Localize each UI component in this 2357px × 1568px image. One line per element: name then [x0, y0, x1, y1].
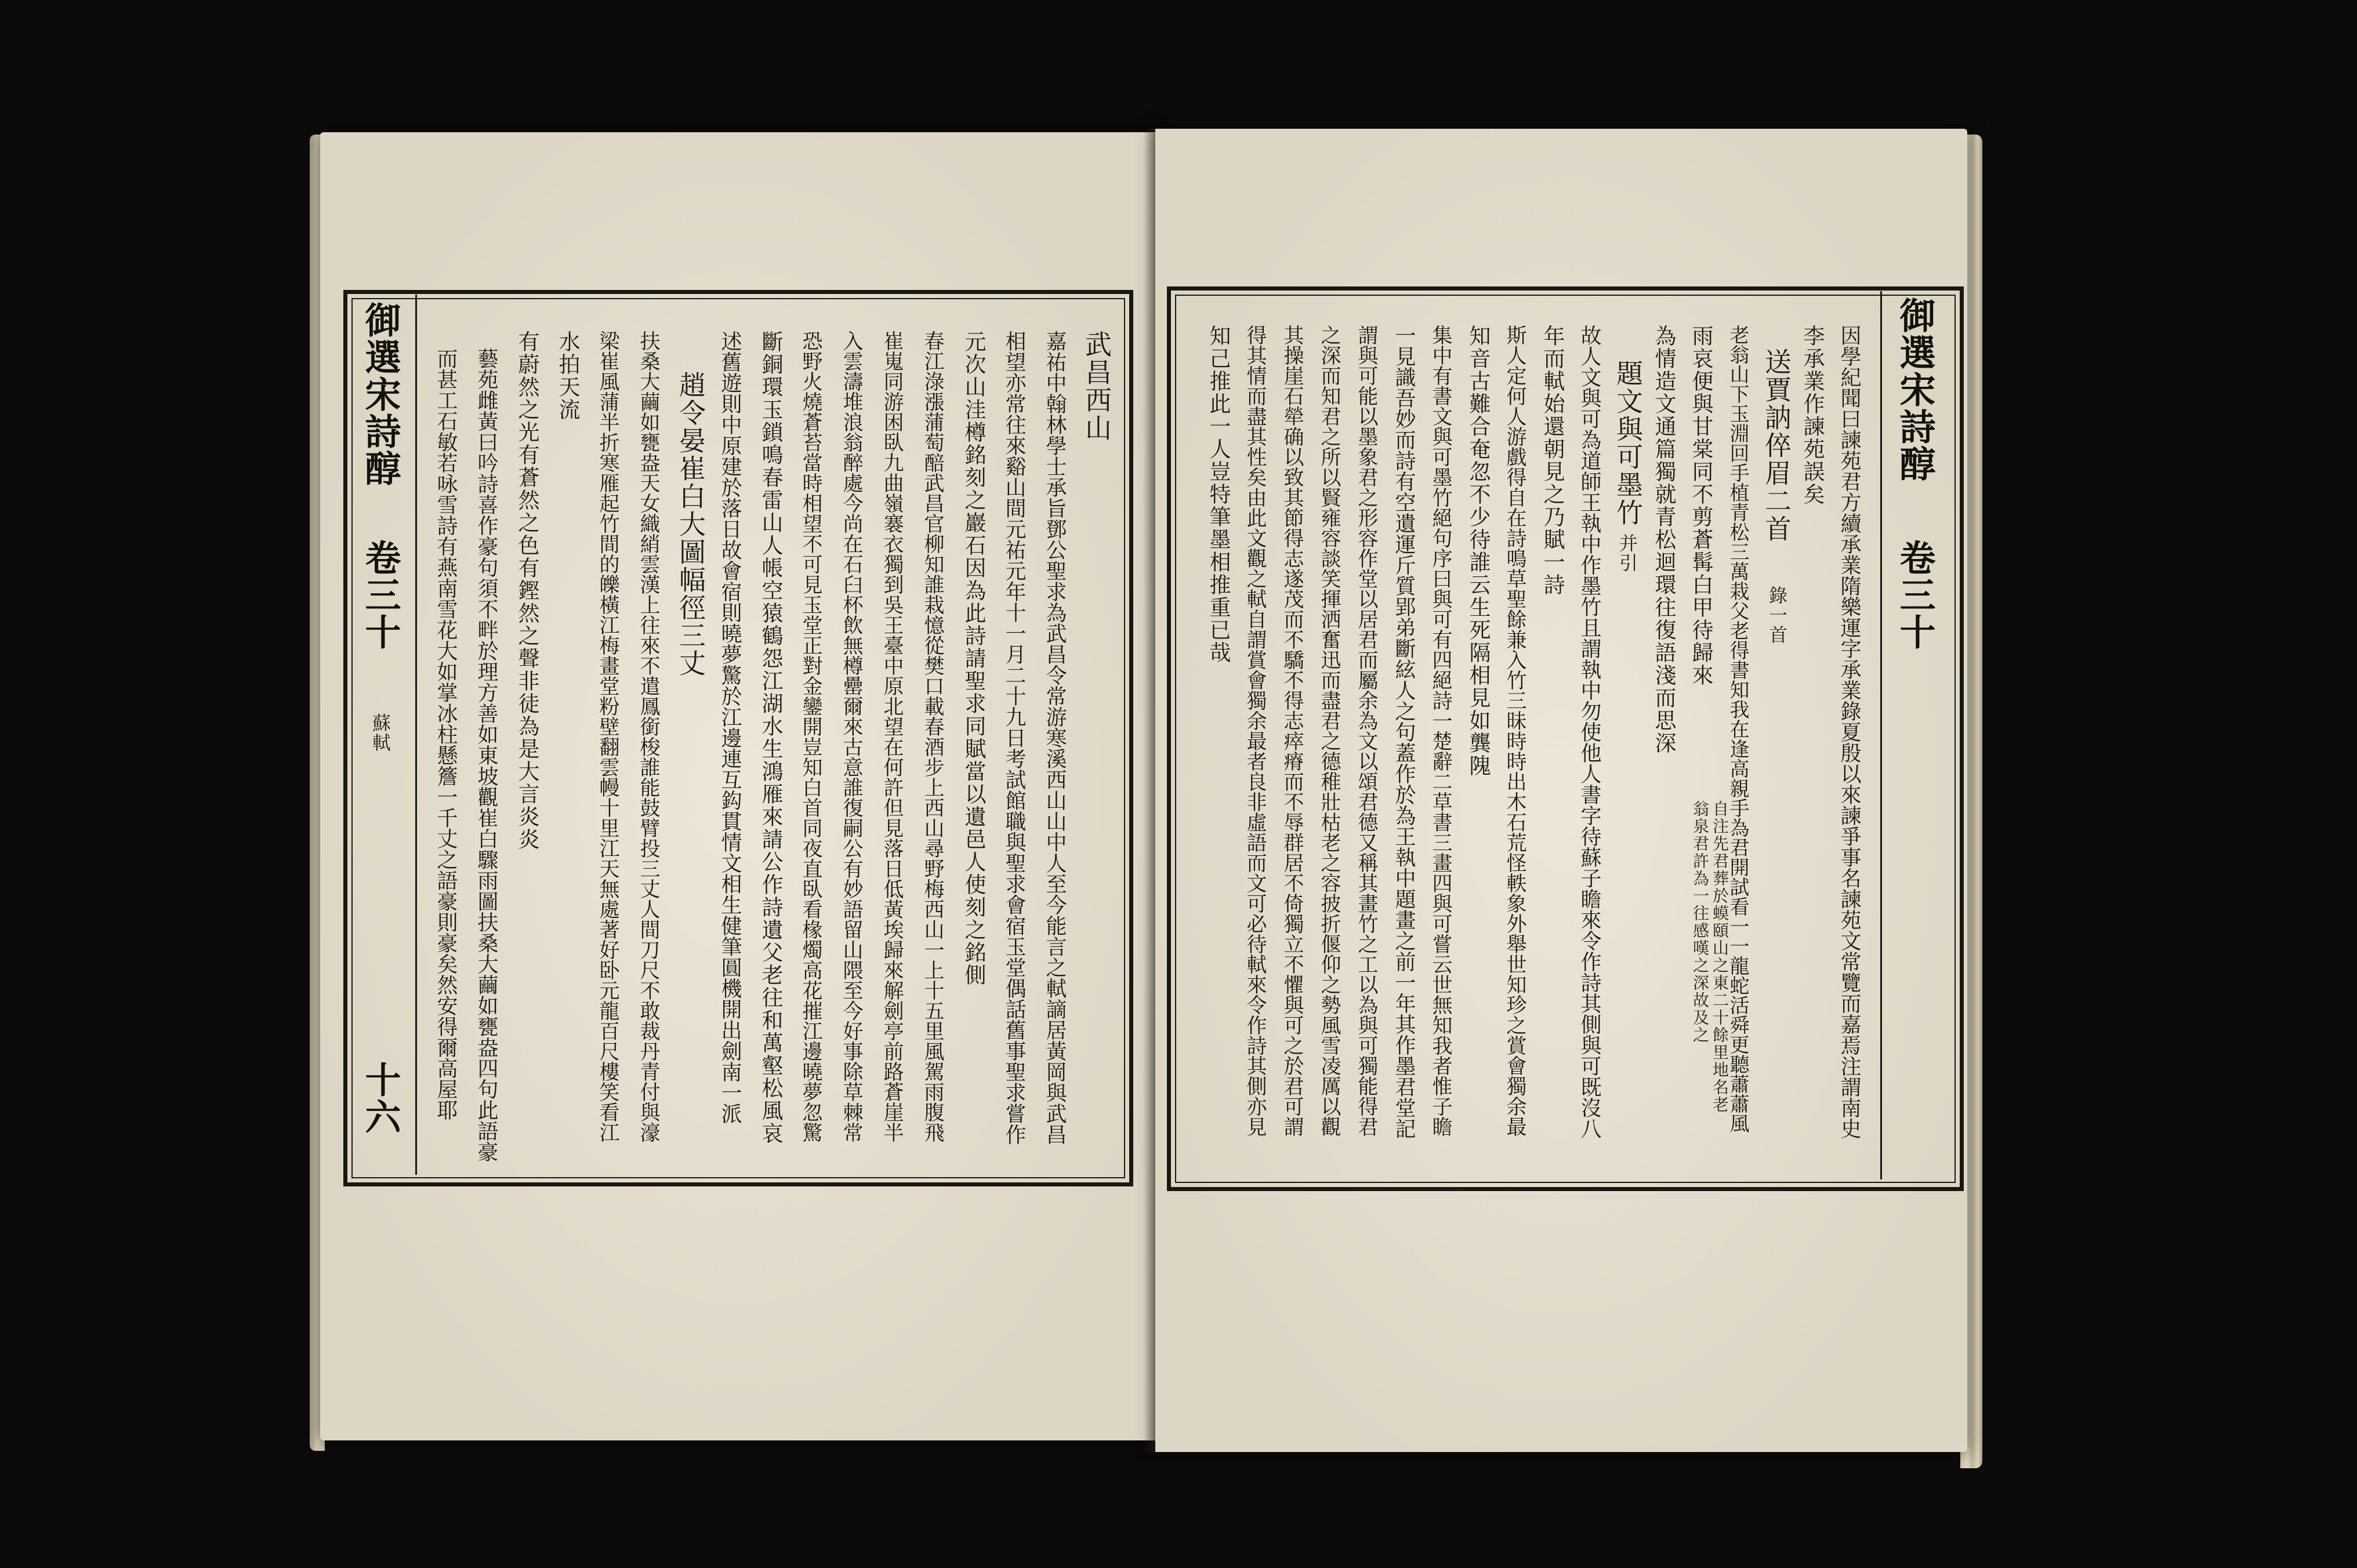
left-col-commentary: 有蔚然之光有蒼然之色有鏗然之聲非徒為是大言炎炎	[514, 331, 539, 851]
left-col-text: 扶桑大繭如甕盎天女織綃雲漢上往來不遣鳳銜梭誰能鼓臂投三丈人間刀尺不敢裁丹青付與濠	[637, 331, 660, 1142]
right-col-text: 老翁山下玉淵回手植青松三萬栽父老得書知我在逢高親手為君開試看一一龍蛇活舜更聽蕭蕭風	[1726, 325, 1749, 1133]
right-col-commentary: 一見識吾妙而詩有空遺運斤質郢弟斷絃人之句蓋作於為王執中題畫之前一年其作墨君堂記	[1392, 325, 1416, 1139]
left-col-text: 梁崔風蒲半折寒雁起竹間的皪橫江梅畫堂粉壁翻雲幔十里江天無處著好卧元龍百尺樓笑看江	[596, 331, 619, 1142]
left-col-poem-title: 武昌西山	[1081, 331, 1112, 442]
left-col-text: 斷銅環玉鎖鳴春雷山人帳空猿鶴怨江湖水生鴻雁來請公作詩遺父老往和萬壑松風哀	[758, 331, 783, 1145]
left-col-text: 入雲濤堆浪翁醉處今尚在石臼杯飲無樽罍爾來古意誰復嗣公有妙語留山隈至今好事除草棘常	[840, 331, 863, 1142]
left-margin-title: 御選宋詩醇	[359, 302, 401, 487]
left-col-text: 崔嵬同游困臥九曲嶺褰衣獨到吳王臺中原北望在何許但見落日低黃埃歸來解劍亭前路蒼崖半	[880, 331, 904, 1142]
right-col-text: 李承業作諫苑誤矣	[1800, 325, 1825, 506]
right-col-commentary: 謂與可能以墨象君之形容作堂以居君而屬余為文以頌君德又稱其畫竹之工以為與可獨能得君	[1355, 325, 1378, 1137]
right-col-poem-title: 送賈訥倅眉二首	[1761, 348, 1792, 543]
left-col-text: 元次山洼樽銘刻之巖石因為此詩請聖求同賦當以遺邑人使刻之銘側	[961, 331, 986, 986]
left-col-text: 春江淥漲蒲萄醅武昌官柳知誰栽憶從樊口載春酒步上西山尋野梅西山一上十五里風駕雨腹飛	[921, 331, 944, 1142]
right-margin-title: 御選宋詩醇	[1894, 297, 1936, 482]
left-col-text: 相望亦常往來谿山間元祐元年十一月二十九日考試館職與聖求會宿玉堂偶話舊事聖求嘗作	[1002, 331, 1026, 1145]
right-col-note: 并引	[1616, 533, 1638, 573]
right-col-poem-title: 題文與可墨竹	[1612, 360, 1644, 527]
left-col-text: 恐野火燒蒼苔當時相望不可見玉堂正對金鑾開豈知白首同夜直臥看椽燭高花摧江邊曉夢忽驚	[799, 331, 822, 1142]
left-col-commentary: 述舊遊則中原建於落日故會宿則曉夢驚於江邊連互鈎貫情文相生健筆圓機開出劍南一派	[718, 331, 742, 1124]
right-margin-volume: 卷三十	[1894, 539, 1936, 651]
right-col-commentary: 為情造文通篇獨就青松迴環往復語淺而思深	[1651, 325, 1676, 754]
right-col-commentary: 其操崖石犖确以致其節得志遂茂而不驕不得志瘁瘠而不辱群居不倚獨立不懼與可之於君可謂	[1281, 325, 1304, 1137]
right-col-text: 故人文與可為道師王執中作墨竹且謂執中勿使他人書字待蘇子瞻來令作詩其側與可既沒八	[1578, 325, 1601, 1139]
left-margin-volume: 卷三十	[359, 539, 401, 651]
right-col-commentary: 得其情而盡其性矣由此文觀之軾自謂賞會獨余最者良非虛語而文可必待軾來令作詩其側亦見	[1243, 325, 1267, 1137]
right-col-text: 雨哀便與甘棠同不剪蒼髯白甲待歸來	[1688, 325, 1713, 687]
left-col-text: 嘉祐中翰林學士承旨鄧公聖求為武昌令常游寒溪西山山中人至今能言之軾謫居黃岡與武昌	[1043, 331, 1067, 1145]
left-margin-author: 蘇軾	[369, 713, 391, 753]
left-col-text: 水拍天流	[555, 331, 580, 421]
right-col-note: 自注先君葬於蟆頤山之東二十餘里地名老翁泉君許為一往感嘆之深故及之	[1691, 800, 1729, 1113]
right-col-commentary: 知己推此一人豈特筆墨相推重已哉	[1206, 325, 1231, 664]
right-col-commentary: 集中有書文與可墨竹絕句序曰與可有四絕詩一楚辭二草書三畫四與可嘗云世無知我者惟子瞻	[1429, 325, 1452, 1137]
left-col-poem-title: 趙令晏崔白大圖幅徑三丈	[675, 371, 706, 677]
left-col-commentary: 藝苑雌黃曰吟詩喜作豪句須不畔於理方善如東坡觀崔白驟雨圖扶桑大繭如甕盎四句此語豪	[474, 348, 498, 1162]
left-col-commentary: 而甚工石敏若咏雪詩有燕南雪花大如掌冰柱懸簷一千丈之語豪則豪矣然安得爾高屋耶	[434, 348, 458, 1120]
right-col-text: 知音古難合奄忽不少待誰云生死隔相見如龔隗	[1466, 325, 1491, 777]
right-col-note: 錄一首	[1766, 586, 1788, 645]
right-col-text: 斯人定何人游戲得自在詩鳴草聖餘兼入竹三昧時時出木石荒怪軼象外舉世知珍之賞會獨余最	[1503, 325, 1526, 1137]
right-col-text: 因學紀聞曰諫苑君方續承業隋樂運字承業錄夏殷以來諫爭事名諫苑文常覽而嘉焉注謂南史	[1837, 325, 1861, 1139]
right-col-text: 年而軾始還朝見之乃賦一詩	[1540, 325, 1565, 596]
right-col-commentary: 之深而知君之所以賢雍容談笑揮洒奮迅而盡君之德稚壯枯老之容披折偃仰之勢風雪凌厲以觀	[1318, 325, 1341, 1137]
left-margin-page-number: 十六	[359, 1061, 401, 1135]
